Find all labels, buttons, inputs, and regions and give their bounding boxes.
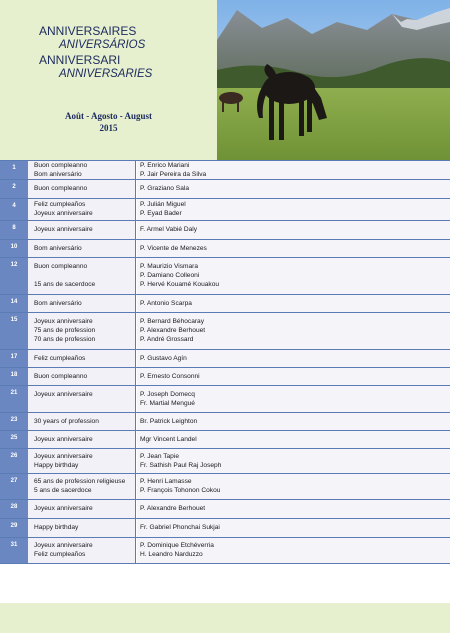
occasion-cell — [28, 199, 136, 220]
table-row — [0, 258, 450, 295]
occasion-text: Feliz cumpleaños — [34, 551, 86, 558]
occasion-cell — [28, 431, 136, 448]
person-name: P. Julián Miguel — [140, 201, 186, 208]
occasion-text: 5 ans de sacerdoce — [34, 487, 92, 494]
table-row — [0, 313, 450, 350]
day-number: 17 — [0, 350, 28, 367]
person-name: P. Alexandre Berhouet — [140, 327, 206, 334]
meadow — [217, 88, 450, 160]
name-cell — [137, 258, 450, 294]
occasion-cell — [28, 449, 136, 473]
occasion-text: Joyeux anniversaire — [34, 390, 93, 398]
person-name: P. Enrico Mariani — [140, 162, 190, 169]
occasion-text: Bom aniversário — [34, 171, 82, 178]
table-row — [0, 474, 450, 500]
header-photo — [217, 0, 450, 160]
name-cell — [137, 313, 450, 349]
occasion-cell — [28, 386, 136, 412]
person-name: Mgr Vincent Landel — [140, 435, 197, 443]
table-row — [0, 221, 450, 240]
day-number: 23 — [0, 413, 28, 430]
person-name: P. Damiano Colleoni — [140, 272, 200, 279]
occasion-cell — [28, 258, 136, 294]
day-number: 15 — [0, 313, 28, 349]
person-name: P. Bernard Béhocaray — [140, 318, 205, 325]
table-row — [0, 538, 450, 564]
occasion-cell — [28, 368, 136, 385]
table-row — [0, 386, 450, 413]
table-row — [0, 350, 450, 368]
name-cell — [137, 199, 450, 220]
occasion-text: Feliz cumpleaños — [34, 354, 86, 362]
name-cell — [137, 386, 450, 412]
occasion-cell — [28, 350, 136, 367]
name-cell — [137, 474, 450, 499]
person-name: P. Antonio Scarpa — [140, 299, 192, 307]
day-number: 10 — [0, 240, 28, 257]
occasion-text: 30 years of profession — [34, 417, 99, 425]
person-name: Br. Patrick Leighton — [140, 417, 198, 425]
person-name: P. Ernesto Consonni — [140, 372, 200, 380]
day-number: 27 — [0, 474, 28, 499]
table-row — [0, 431, 450, 449]
person-name: P. Hervé Kouamé Kouakou — [140, 281, 220, 288]
title-french: ANNIVERSAIRES — [39, 24, 137, 38]
person-name: P. André Grossard — [140, 336, 194, 343]
day-number: 25 — [0, 431, 28, 448]
person-name: Fr. Martial Mengué — [140, 399, 195, 407]
name-cell — [137, 221, 450, 239]
table-row — [0, 295, 450, 313]
table-row — [0, 368, 450, 386]
day-number: 18 — [0, 368, 28, 385]
person-name: P. François Tohonon Cokou — [140, 487, 221, 494]
occasion-text: Buon compleanno — [34, 372, 88, 380]
day-number: 1 — [0, 161, 28, 179]
occasion-cell — [28, 413, 136, 430]
day-number: 12 — [0, 258, 28, 294]
occasion-text: 70 ans de profession — [34, 336, 96, 343]
occasion-text: 15 ans de sacerdoce — [34, 281, 96, 288]
person-name: P. Eyad Bader — [140, 210, 182, 217]
person-name: P. Vicente de Menezes — [140, 244, 207, 252]
occasion-text: Joyeux anniversaire — [34, 435, 93, 443]
occasion-cell — [28, 519, 136, 537]
occasion-text: Happy birthday — [34, 524, 79, 531]
occasion-cell — [28, 161, 136, 179]
name-cell — [137, 180, 450, 198]
name-cell — [137, 538, 450, 563]
day-number: 28 — [0, 500, 28, 518]
name-cell — [137, 413, 450, 430]
table-row — [0, 449, 450, 474]
occasion-cell — [28, 500, 136, 518]
occasion-text: Buon compleanno — [34, 185, 88, 192]
person-name: P. Henri Lamasse — [140, 478, 192, 485]
day-number: 26 — [0, 449, 28, 473]
day-number: 29 — [0, 519, 28, 537]
name-cell — [137, 350, 450, 367]
person-name: P. Graziano Sala — [140, 185, 189, 192]
occasion-text: 75 ans de profession — [34, 327, 96, 334]
occasion-cell — [28, 240, 136, 257]
person-name: P. Jair Pereira da Silva — [140, 171, 207, 178]
occasion-cell — [28, 221, 136, 239]
person-name: P. Joseph Domecq — [140, 390, 195, 398]
occasion-text: Joyeux anniversaire — [34, 210, 93, 217]
table-row — [0, 240, 450, 258]
person-name: Fr. Sathish Paul Raj Joseph — [140, 461, 222, 469]
table-row — [0, 413, 450, 431]
table-row — [0, 500, 450, 519]
anniversary-table — [0, 160, 450, 602]
occasion-text: Joyeux anniversaire — [34, 505, 93, 512]
name-cell — [137, 368, 450, 385]
day-number: 2 — [0, 180, 28, 198]
occasion-text: Buon compleanno — [34, 263, 88, 270]
occasion-text: Joyeux anniversaire — [34, 318, 93, 325]
name-cell — [137, 431, 450, 448]
person-name: P. Gustavo Agín — [140, 354, 187, 362]
title-portuguese: ANIVERSÁRIOS — [59, 39, 146, 51]
title-english: ANNIVERSARIES — [59, 68, 153, 80]
occasion-text: Bom aniversário — [34, 299, 82, 307]
occasion-text: Feliz cumpleaños — [34, 201, 86, 208]
occasion-cell — [28, 313, 136, 349]
occasion-text: 65 ans de profession religieuse — [34, 478, 126, 485]
table-row — [0, 519, 450, 538]
person-name: P. Jean Tapie — [140, 452, 179, 460]
day-number: 14 — [0, 295, 28, 312]
occasion-text: Joyeux anniversaire — [34, 542, 93, 549]
person-name: P. Dominique Etchéverria — [140, 542, 214, 549]
name-cell — [137, 500, 450, 518]
occasion-text: Bom aniversário — [34, 244, 82, 252]
name-cell — [137, 161, 450, 179]
occasion-cell — [28, 180, 136, 198]
day-number: 8 — [0, 221, 28, 239]
occasion-text: Joyeux anniversaire — [34, 226, 93, 233]
person-name: P. Maurizio Vismara — [140, 263, 199, 270]
day-number: 4 — [0, 199, 28, 220]
table-row — [0, 160, 450, 180]
name-cell — [137, 295, 450, 312]
person-name: P. Alexandre Berhouet — [140, 505, 206, 512]
occasion-cell — [28, 295, 136, 312]
person-name: H. Leandro Narduzzo — [140, 551, 203, 558]
occasion-cell — [28, 538, 136, 563]
name-cell — [137, 519, 450, 537]
name-cell — [137, 449, 450, 473]
name-cell — [137, 240, 450, 257]
occasion-cell — [28, 474, 136, 499]
month-label: Août - Agosto - August — [64, 111, 152, 121]
table-row — [0, 180, 450, 199]
title-italian: ANNIVERSARI — [39, 53, 121, 67]
footer-band — [0, 603, 450, 633]
header-panel — [0, 0, 217, 160]
day-number: 31 — [0, 538, 28, 563]
person-name: F. Armel Vabié Daly — [140, 226, 198, 233]
year-label: 2015 — [99, 123, 118, 133]
day-number: 21 — [0, 386, 28, 412]
occasion-text: Happy birthday — [34, 461, 79, 469]
person-name: Fr. Gabriel Phonchai Sukjai — [140, 524, 220, 531]
table-row — [0, 199, 450, 221]
occasion-text: Buon compleanno — [34, 162, 88, 169]
occasion-text: Joyeux anniversaire — [34, 452, 93, 460]
